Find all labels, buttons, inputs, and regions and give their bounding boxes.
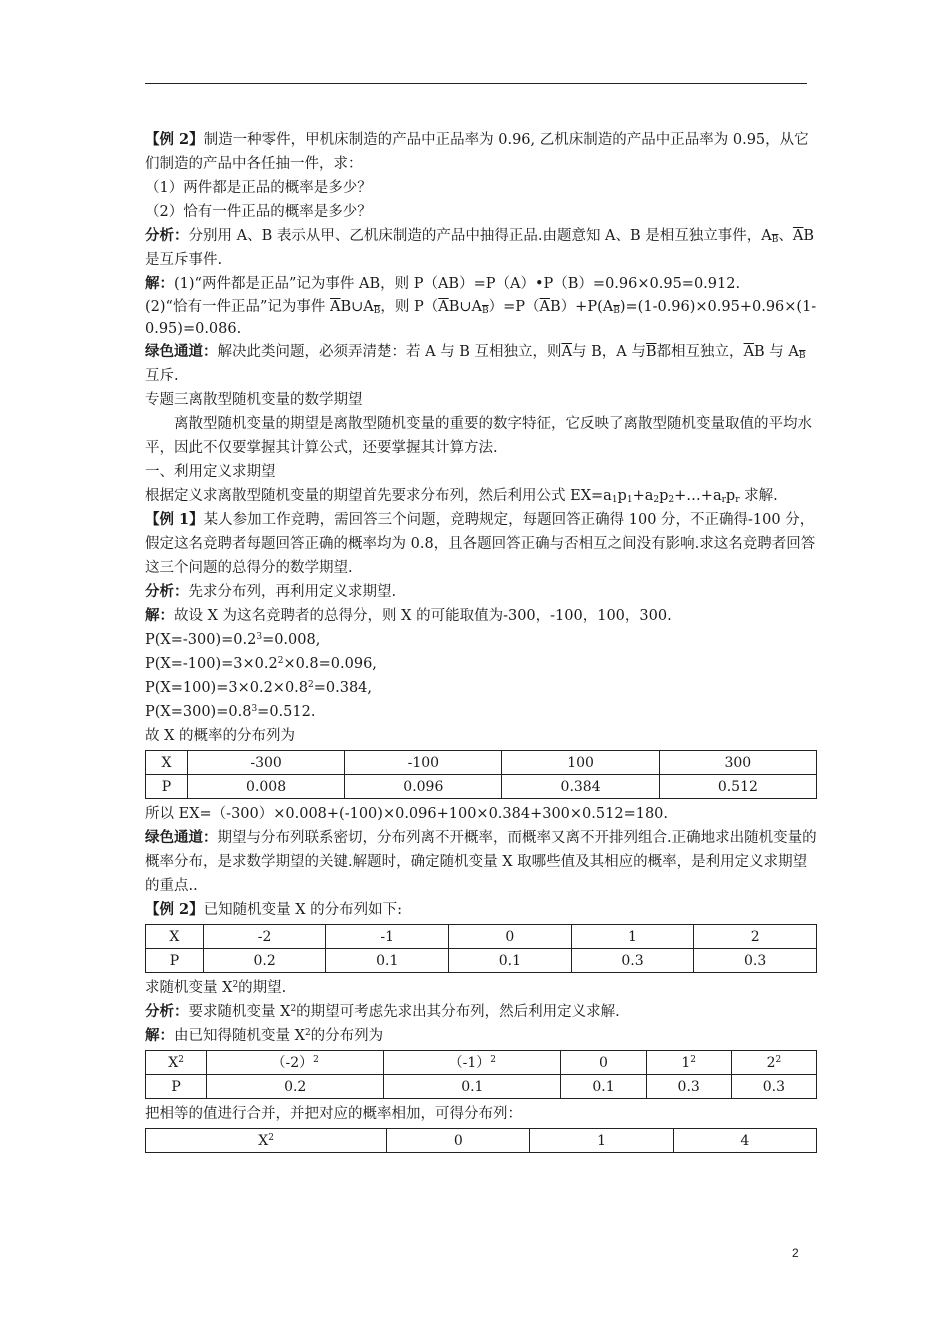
exponent: 2 <box>690 1054 697 1065</box>
subsection-text: 根据定义求离散型随机变量的期望首先要求分布列，然后利用公式 $EX=a_1p_1+a_2p_2+\dots+a_rp_r$ 求解. <box>145 488 778 505</box>
question-expectation <box>145 976 817 1000</box>
table-cell: 0 <box>449 925 572 949</box>
example-text: 已知随机变量 X 的分布列如下: <box>203 902 403 918</box>
table-row <box>146 949 817 973</box>
solution-tail: 的分布列为 <box>310 1028 384 1044</box>
table-cell: 0.1 <box>561 1075 646 1099</box>
table-cell: 0.1 <box>384 1075 561 1099</box>
solution-paragraph <box>145 1024 817 1048</box>
exponent: 2 <box>178 1054 184 1065</box>
table-cell: 0.2 <box>207 1075 384 1099</box>
table-cell: -300 <box>187 751 344 775</box>
example-title: 【例 1】 <box>145 511 204 528</box>
probability-line <box>145 700 817 724</box>
exponent: 2 <box>304 1028 311 1038</box>
probability-expr: P(X=-300)=0.2 <box>145 632 257 648</box>
solution-2-head: (2)“恰有一件正品”记为事件 <box>145 299 326 315</box>
table-cell: 0 <box>561 1051 646 1075</box>
solution-text: (1)“两件都是正品”记为事件 AB，则 P（AB）=P（A）•P（B）=0.96×0.95=0.912. <box>174 276 741 292</box>
cell-text: 2 <box>766 1054 776 1071</box>
table-cell: P <box>146 1075 207 1099</box>
question-2: （2）恰有一件正品的概率是多少？ <box>145 204 372 220</box>
green-channel-tip-1: 绿色通道：解决此类问题，必须弄清楚：若 A 与 B 互相独立，则$\overline{A}$与 B，A 与$\overline{B}$都相互独立，$\overline{A}B$ 与 $A_{\overline{B}}$互斥. <box>145 343 806 384</box>
exponent: 2 <box>290 1004 297 1014</box>
table-row <box>146 925 817 949</box>
cell-text: X <box>258 1132 269 1149</box>
exponent: 2 <box>313 1054 319 1065</box>
table-cell <box>146 1051 207 1075</box>
example-text: 制造一种零件，甲机床制造的产品中正品率为 0.96, 乙机床制造的产品中正品率为 0.95，从它们制造的产品中各任抽一件，求： <box>145 132 809 172</box>
probability-expr: P(X=-100)=3×0.2 <box>145 656 278 672</box>
example-title: 【例 2】 <box>145 901 204 918</box>
merged-distribution-table <box>145 1128 817 1153</box>
example-2a-statement <box>145 128 817 176</box>
probability-result: =0.008, <box>262 632 321 648</box>
tip-mid-1: 与 B，A 与 <box>572 344 646 360</box>
document-body <box>145 128 817 1156</box>
analysis-tail: 的期望可考虑先求出其分布列，然后利用定义求解. <box>296 1004 620 1020</box>
table-intro: 故 X 的概率的分布列为 <box>145 728 296 744</box>
exponent: 2 <box>308 680 314 690</box>
solution-label: 解： <box>145 275 174 292</box>
solution-paragraph <box>145 604 817 628</box>
analysis-paragraph <box>145 580 817 604</box>
formula-tail: 求解. <box>744 488 778 504</box>
exponent: 2 <box>490 1054 497 1065</box>
table-row <box>146 1075 817 1099</box>
exponent: 2 <box>775 1054 782 1065</box>
table-cell: 0.1 <box>449 949 572 973</box>
solution-2-mid2: ）=P（ <box>488 299 540 315</box>
tip-mid-2: 都相互独立， <box>656 344 744 360</box>
table-cell: 1 <box>571 925 694 949</box>
table-cell: 100 <box>502 751 659 775</box>
solution-label: 解： <box>145 1027 174 1044</box>
exponent: 3 <box>251 704 258 714</box>
analysis-text: 先求分布列，再利用定义求期望. <box>188 584 397 600</box>
probability-result: =0.512. <box>257 704 316 720</box>
probability-line <box>145 676 817 700</box>
section-heading: 专题三离散型随机变量的数学期望 <box>145 392 363 408</box>
question-1: （1）两件都是正品的概率是多少？ <box>145 180 372 196</box>
solution-2-tail: )=(1-0.96)×0.95+0.96×(1-0.95)=0.086. <box>145 299 817 337</box>
section-intro: 离散型随机变量的期望是离散型随机变量的重要的数字特征，它反映了离散型随机变量取值的平均水平，因此不仅要掌握其计算公式，还要掌握其计算方法. <box>145 416 812 456</box>
table-cell: 0.3 <box>731 1075 816 1099</box>
table-cell: -1 <box>326 925 449 949</box>
tip-label: 绿色通道： <box>145 343 218 360</box>
table-cell: 0.3 <box>571 949 694 973</box>
analysis-label: 分析： <box>145 227 189 244</box>
solution-head: 由已知得随机变量 X <box>174 1028 305 1044</box>
exponent: 3 <box>256 632 263 642</box>
analysis-label: 分析： <box>145 583 189 600</box>
solution-part-1 <box>145 272 817 296</box>
analysis-label: 分析： <box>145 1003 189 1020</box>
table-cell: 0.512 <box>659 775 816 799</box>
cell-text: X <box>168 1054 179 1071</box>
table-cell <box>646 1051 731 1075</box>
probability-line <box>145 628 817 652</box>
table-cell: 2 <box>694 925 817 949</box>
green-channel-tip-2 <box>145 826 817 898</box>
analysis-text: 分别用 A、B 表示从甲、乙机床制造的产品中抽得正品.由题意知 A、B 是相互独立事件， <box>188 228 762 244</box>
table-row <box>146 1051 817 1075</box>
question-head: 求随机变量 X <box>145 980 233 996</box>
table-cell <box>207 1051 384 1075</box>
table-row <box>146 751 817 775</box>
page-number: 2 <box>792 1246 799 1260</box>
table-cell: 0.096 <box>345 775 502 799</box>
cell-text: 1 <box>681 1054 691 1071</box>
tip-head: 解决此类问题，必须弄清楚：若 A 与 B 互相独立，则 <box>217 344 562 360</box>
table-cell <box>384 1051 561 1075</box>
table-cell: 0.3 <box>694 949 817 973</box>
table-cell: 0.2 <box>203 949 326 973</box>
table-cell: 4 <box>673 1129 816 1153</box>
table-row <box>146 1129 817 1153</box>
tip-text: 期望与分布列联系密切，分布列离不开概率，而概率又离不开排列组合.正确地求出随机变量的概率分布，是求数学期望的关键.解题时，确定随机变量 X 取哪些值及其相应的概率，是利用定义求期望的重点.. <box>145 830 817 894</box>
probability-expr: P(X=300)=0.8 <box>145 704 252 720</box>
table-cell: 1 <box>530 1129 673 1153</box>
table-cell <box>731 1051 816 1075</box>
table-cell: P <box>146 949 204 973</box>
example-1-statement <box>145 508 817 580</box>
analysis-head: 要求随机变量 X <box>188 1004 291 1020</box>
expectation-result: 所以 EX=（-300）×0.008+(-100)×0.096+100×0.384+300×0.512=180. <box>145 806 669 822</box>
tip-label: 绿色通道： <box>145 829 218 846</box>
table-cell: -100 <box>345 751 502 775</box>
merge-text: 把相等的值进行合并，并把对应的概率相加，可得分布列： <box>145 1106 522 1122</box>
tip-end: 互斥. <box>145 368 179 384</box>
table-cell: 0.008 <box>187 775 344 799</box>
example-2b-statement <box>145 898 817 922</box>
example-text: 某人参加工作竞聘，需回答三个问题，竞聘规定，每题回答正确得 100 分，不正确得-100 分，假定这名竞聘者每题回答正确的概率均为 0.8，且各题回答正确与否相互之间没有影响.求这名竞聘者回答这三个问题的总得分的数学期望. <box>145 512 816 576</box>
distribution-table-x-squared <box>145 1050 817 1099</box>
table-cell: -2 <box>203 925 326 949</box>
table-cell: 300 <box>659 751 816 775</box>
formula-lead: 根据定义求离散型随机变量的期望首先要求分布列，然后利用公式 EX=a <box>145 488 612 504</box>
table-cell: 0.3 <box>646 1075 731 1099</box>
table-row <box>146 775 817 799</box>
probability-expr: P(X=100)=3×0.2×0.8 <box>145 680 309 696</box>
solution-part-2: (2)“恰有一件正品”记为事件 $\overline{A}B\cup A_{\overline{B}}$，则 $P(\overline{A}B\cup A_{\overline{B}})=P(\overline{A}B)+P(A_{\overline{B}})=(1-0.96)\times 0.95+0.96\times(1-0.95)=0.086$. <box>145 299 817 337</box>
table-cell: P <box>146 775 188 799</box>
example-title: 【例 2】 <box>145 131 204 148</box>
exponent: 2 <box>277 656 284 666</box>
analysis-text-tail: 是互斥事件. <box>145 252 223 268</box>
cell-text: （-2） <box>271 1054 314 1071</box>
solution-label: 解： <box>145 607 174 624</box>
probability-result: =0.384, <box>313 680 373 696</box>
subsection-heading: 一、利用定义求期望 <box>145 464 276 480</box>
analysis-paragraph <box>145 1000 817 1024</box>
distribution-table-x <box>145 750 817 799</box>
solution-2-mid: ，则 P（ <box>380 299 439 315</box>
exponent: 2 <box>268 1132 274 1143</box>
solution-text: 故设 X 为这名竞聘者的总得分，则 X 的可能取值为-300，-100，100，300. <box>174 608 672 624</box>
table-cell: X <box>146 751 188 775</box>
table-cell: 0.384 <box>502 775 659 799</box>
table-cell <box>146 1129 387 1153</box>
cell-text: （-1） <box>448 1054 491 1071</box>
probability-line <box>145 652 817 676</box>
distribution-table-x-2 <box>145 924 817 973</box>
question-tail: 的期望. <box>238 980 287 996</box>
table-cell: 0.1 <box>326 949 449 973</box>
probability-result: ×0.8=0.096, <box>283 656 377 672</box>
solution-2-mid3: ）+P( <box>560 299 603 315</box>
analysis-paragraph: 分析：分别用 A、B 表示从甲、乙机床制造的产品中抽得正品.由题意知 A、B 是相互独立事件，$A_{\overline{B}}$、$\overline{A}B$ 是互斥事件. <box>145 227 815 268</box>
table-cell: 0 <box>387 1129 530 1153</box>
exponent: 2 <box>232 980 239 990</box>
table-cell: X <box>146 925 204 949</box>
header-rule <box>145 83 807 84</box>
